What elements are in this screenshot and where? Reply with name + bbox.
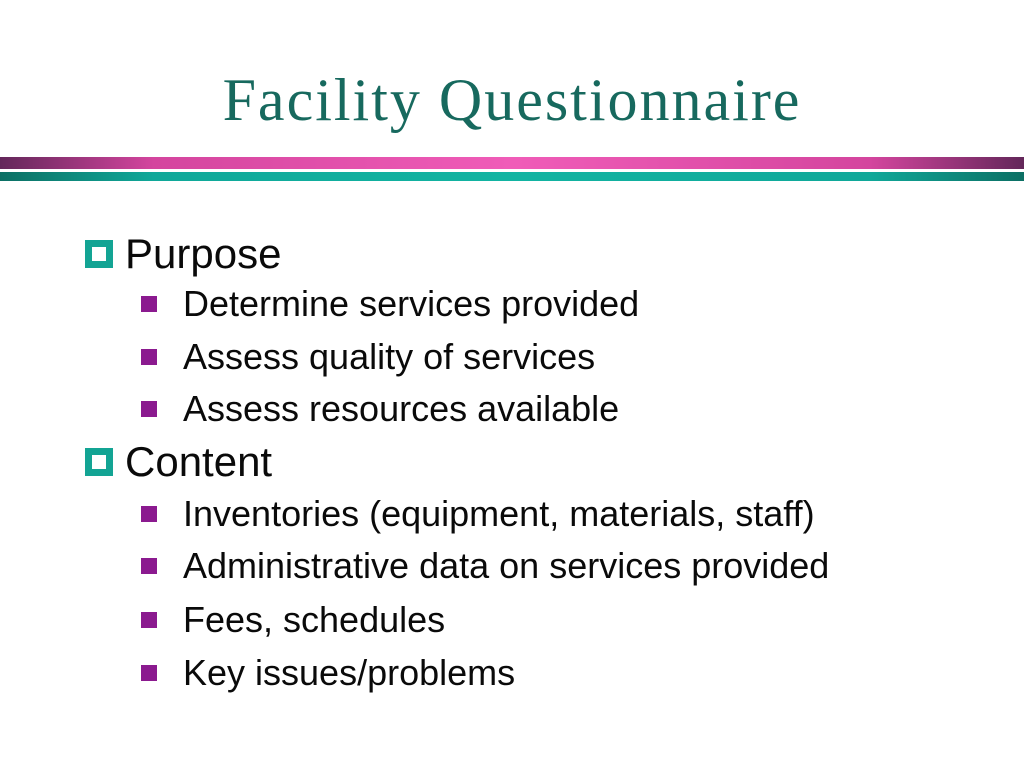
- bullet-item: [141, 492, 815, 536]
- square-bullet-icon: [141, 612, 157, 628]
- bullet-item-text: Assess resources available: [183, 388, 620, 429]
- square-bullet-icon: [141, 665, 157, 681]
- bullet-item: [141, 387, 619, 431]
- bullet-item-text: Content: [125, 438, 273, 485]
- hollow-square-bullet-icon: [85, 448, 113, 476]
- bullet-item-text: Assess quality of services: [183, 336, 596, 377]
- slide-title: Facility Questionnaire: [222, 67, 802, 133]
- bullet-item: [141, 651, 515, 695]
- bullet-item-text: Administrative data on services provided: [183, 545, 830, 586]
- bullet-item-text: Inventories (equipment, materials, staff): [183, 493, 815, 534]
- square-bullet-icon: [141, 401, 157, 417]
- bullet-item: [85, 230, 281, 278]
- square-bullet-icon: [141, 349, 157, 365]
- bullet-item-text: Purpose: [125, 230, 282, 277]
- bullet-item-text: Determine services provided: [183, 283, 640, 324]
- square-bullet-icon: [141, 558, 157, 574]
- bullet-item: [141, 282, 639, 326]
- divider-teal-line: [0, 172, 1024, 181]
- bullet-item: [141, 598, 445, 642]
- bullet-item: [85, 438, 272, 486]
- square-bullet-icon: [141, 296, 157, 312]
- bullet-item-text: Key issues/problems: [183, 652, 516, 693]
- bullet-item: [141, 335, 595, 379]
- bullet-item-text: Fees, schedules: [183, 599, 446, 640]
- divider-magenta-line: [0, 157, 1024, 169]
- hollow-square-bullet-icon: [85, 240, 113, 268]
- bullet-item: [141, 544, 829, 588]
- square-bullet-icon: [141, 506, 157, 522]
